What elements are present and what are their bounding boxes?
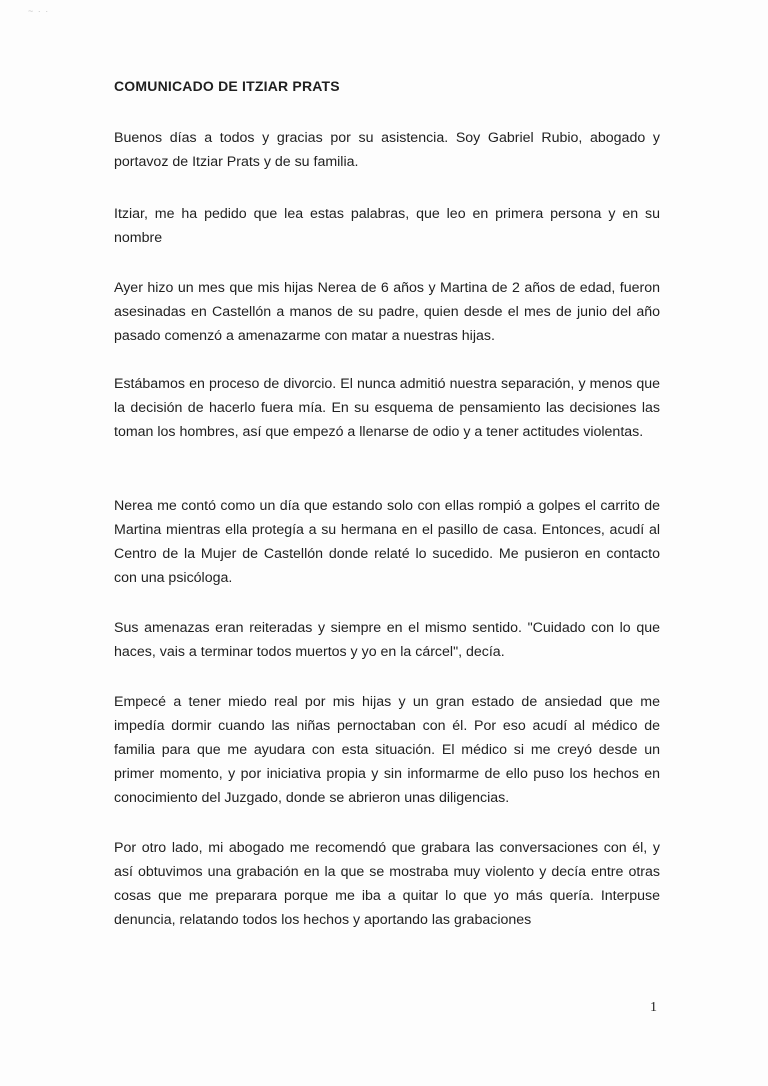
paragraph-incident: Nerea me contó como un día que estando solo con ellas rompió a golpes el carrito de Martina mientras ella protegía a su hermana en el pasillo de casa. Entonces, acudí al Centro de la Mujer de Castellón donde relaté lo sucedido. Me pusieron en contacto con una psicóloga. — [114, 498, 660, 586]
paragraph-introduction: Buenos días a todos y gracias por su asistencia. Soy Gabriel Rubio, abogado y portavoz de Itziar Prats y de su familia. — [114, 130, 660, 170]
paragraph-request: Itziar, me ha pedido que lea estas palabras, que leo en primera persona y en su nombre — [114, 206, 660, 246]
paragraph-fear: Empecé a tener miedo real por mis hijas y un gran estado de ansiedad que me impedía dormir cuando las niñas pernoctaban con él. Por eso acudí al médico de familia para que me ayudara con esta situación. El médico si me creyó desde un primer momento, y por iniciativa propia y sin informarme de ello puso los hechos en conocimiento del Juzgado, donde se abrieron unas diligencias. — [114, 694, 660, 806]
paragraph-recording: Por otro lado, mi abogado me recomendó que grabara las conversaciones con él, y así obtuvimos una grabación en la que se mostraba muy violento y decía entre otras cosas que me preparara porque me iba a quitar lo que yo más quería. Interpuse denuncia, relatando todos los hechos y aportando las grabaciones — [114, 840, 660, 928]
paragraph-event: Ayer hizo un mes que mis hijas Nerea de 6 años y Martina de 2 años de edad, fueron asesinadas en Castellón a manos de su padre, quien desde el mes de junio del año pasado comenzó a amenazarme con matar a nuestras hijas. — [114, 280, 660, 344]
paragraph-threats: Sus amenazas eran reiteradas y siempre en el mismo sentido. "Cuidado con lo que haces, vais a terminar todos muertos y yo en la cárcel", decía. — [114, 620, 660, 660]
scan-mark: ~ · · — [28, 6, 50, 16]
paragraph-divorce: Estábamos en proceso de divorcio. El nunca admitió nuestra separación, y menos que la decisión de hacerlo fuera mía. En su esquema de pensamiento las decisiones las toman los hombres, así que empezó a llenarse de odio y a tener actitudes violentas. — [114, 376, 660, 440]
page-number: 1 — [650, 1000, 657, 1015]
document-title: COMUNICADO DE ITZIAR PRATS — [114, 78, 340, 94]
